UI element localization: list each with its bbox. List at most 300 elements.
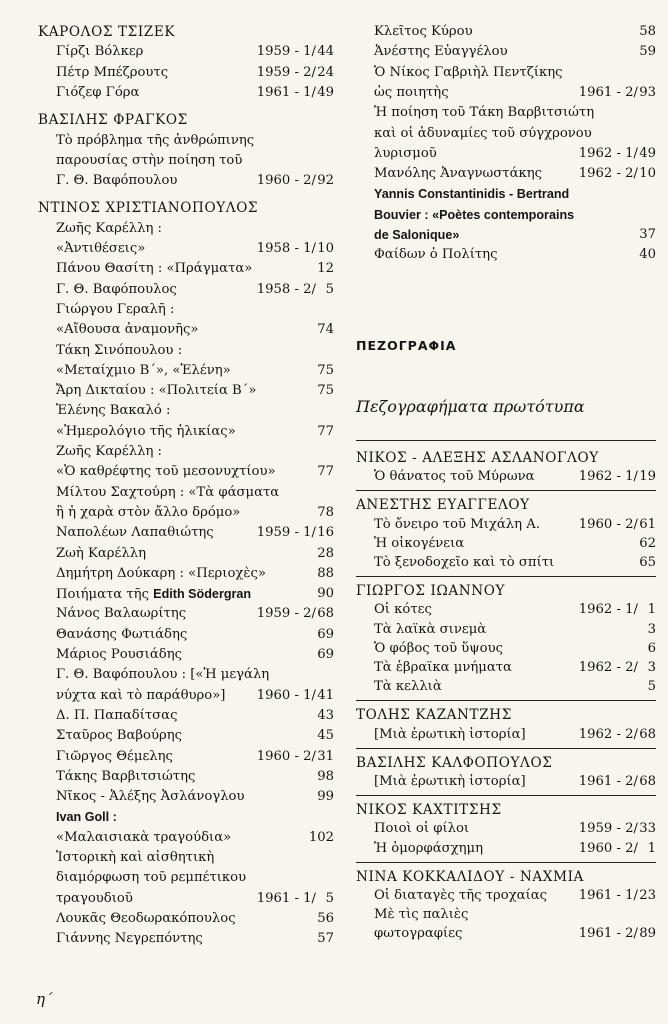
entry-text: Ἀνέστης Εὐαγγέλου xyxy=(374,44,508,60)
index-entry xyxy=(38,259,334,279)
entry-title xyxy=(56,686,225,706)
index-entry xyxy=(38,300,334,320)
entry-title xyxy=(356,448,599,468)
entry-text: νύχτα καὶ τὸ παράθυρο»] xyxy=(56,687,226,703)
index-entry xyxy=(356,905,656,925)
index-entry xyxy=(38,544,334,564)
entry-title xyxy=(56,320,198,340)
entry-title xyxy=(356,867,584,887)
index-entry xyxy=(356,124,656,144)
entry-title xyxy=(56,747,173,767)
entry-title xyxy=(56,625,187,645)
entry-text: Ποιήματα τῆς xyxy=(56,587,149,603)
entry-issue: 1959 - 1/ xyxy=(256,525,316,541)
entry-title xyxy=(374,245,497,265)
entry-title xyxy=(374,42,508,62)
entry-title xyxy=(56,381,256,401)
entry-text: Μάριος Ρουσιάδης xyxy=(56,647,182,662)
entry-title xyxy=(56,462,276,482)
entry-latin-text: de Salonique» xyxy=(374,228,460,242)
entry-title xyxy=(56,42,143,62)
entry-issue: 1962 - 1/ xyxy=(578,602,638,618)
author-heading xyxy=(38,22,334,42)
entry-text: Λουκᾶς Θεοδωρακόπουλος xyxy=(56,910,236,926)
entry-title xyxy=(374,639,503,659)
entry-title xyxy=(374,515,540,535)
entry-text: παρουσίας στὴν ποίηση τοῦ xyxy=(56,152,243,168)
entry-text: καὶ οἱ ἀδυναμίες τοῦ σύγχρονου xyxy=(374,125,592,141)
index-entry xyxy=(356,245,656,265)
entry-text: Γιῶργος Θέμελης xyxy=(56,748,173,764)
index-entry xyxy=(38,645,334,665)
entry-page: 75 xyxy=(317,383,334,399)
entry-issue: 1959 - 2/ xyxy=(578,821,638,837)
entry-text: Μὲ τὶς παλιὲς xyxy=(374,907,469,923)
entry-title xyxy=(374,124,592,144)
entry-page: 24 xyxy=(317,64,334,80)
index-entry xyxy=(38,807,334,827)
entry-title xyxy=(374,658,512,678)
index-entry xyxy=(356,225,656,245)
entry-text: Τὰ κελλιὰ xyxy=(374,679,442,695)
entry-title xyxy=(56,503,240,523)
entry-page: 88 xyxy=(317,565,334,581)
entry-title xyxy=(356,753,552,773)
entry-page: 5 xyxy=(647,679,656,695)
index-entry xyxy=(38,584,334,604)
entry-issue: 1962 - 2/ xyxy=(578,726,638,742)
entry-page: 41 xyxy=(317,687,334,703)
index-entry xyxy=(38,564,334,584)
entry-issue: 1958 - 1/ xyxy=(256,241,316,256)
entry-title xyxy=(56,665,269,685)
entry-issue: 1960 - 1/ xyxy=(256,687,316,703)
entry-page: 33 xyxy=(639,821,656,837)
entry-page: 45 xyxy=(317,728,334,744)
entry-title xyxy=(374,600,432,620)
index-entry xyxy=(356,886,656,906)
index-entry xyxy=(356,819,656,839)
author-divider xyxy=(356,490,656,491)
author-heading xyxy=(38,198,334,218)
entry-title xyxy=(56,604,186,624)
author-heading xyxy=(356,705,656,725)
entry-title xyxy=(56,239,145,259)
index-entry xyxy=(356,677,656,697)
entry-page: 5 xyxy=(325,890,334,906)
entry-issue: 1961 - 2/ xyxy=(578,774,638,789)
author-divider xyxy=(356,576,656,577)
entry-title xyxy=(56,909,236,929)
index-entry xyxy=(356,553,656,573)
entry-text: Οἱ διαταγὲς τῆς τροχαίας xyxy=(374,888,548,903)
index-entry xyxy=(38,767,334,787)
section-heading: ΠΕΖΟΓΡΑΦΙΑ xyxy=(356,338,457,353)
entry-text: ΤΟΛΗΣ ΚΑΖΑΝΤΖΗΣ xyxy=(356,707,512,724)
author-heading xyxy=(356,800,656,820)
entry-text: Νῖκος - Ἀλέξης Ἀσλάνογλου xyxy=(56,789,245,805)
author-heading xyxy=(38,110,334,130)
entry-issue: 1962 - 2/ xyxy=(578,166,638,182)
entry-title xyxy=(56,131,254,151)
entry-title xyxy=(56,361,231,381)
entry-page: 90 xyxy=(317,586,334,602)
entry-page: 28 xyxy=(317,545,334,561)
entry-title xyxy=(374,553,554,573)
entry-page: 68 xyxy=(639,774,656,789)
entry-text: Μανόλης Ἀναγνωστάκης xyxy=(374,166,543,182)
entry-title xyxy=(374,164,542,184)
entry-text: Νάνος Βαλαωρίτης xyxy=(56,606,187,622)
author-divider xyxy=(356,700,656,701)
entry-text: Γ. Θ. Βαφόπουλου xyxy=(56,173,178,189)
entry-page: 49 xyxy=(639,145,656,161)
entry-title xyxy=(56,442,162,462)
index-entry xyxy=(38,83,334,103)
index-entry xyxy=(356,924,656,944)
entry-text: «Ὁ καθρέφτης τοῦ μεσονυχτίου» xyxy=(56,464,276,480)
entry-page: 65 xyxy=(639,555,656,570)
entry-title xyxy=(56,929,203,949)
section-rule xyxy=(356,440,656,441)
entry-text: Δημήτρη Δούκαρη : «Περιοχὲς» xyxy=(56,565,266,581)
entry-title xyxy=(374,725,526,745)
index-entry xyxy=(38,868,334,888)
entry-page: 58 xyxy=(639,24,656,39)
entry-page: 5 xyxy=(325,281,334,297)
entry-page: 68 xyxy=(639,726,656,742)
entry-text: Γ. Θ. Βαφόπουλος xyxy=(56,281,177,297)
entry-page: 77 xyxy=(317,464,334,480)
entry-text: ΝΤΙΝΟΣ ΧΡΙΣΤΙΑΝΟΠΟΥΛΟΣ xyxy=(38,200,259,217)
index-entry xyxy=(38,604,334,624)
entry-page: 69 xyxy=(317,647,334,662)
index-entry xyxy=(38,151,334,171)
entry-title xyxy=(56,523,214,543)
index-entry xyxy=(356,639,656,659)
entry-title xyxy=(56,280,177,300)
index-entry xyxy=(38,929,334,949)
entry-title xyxy=(56,584,251,605)
entry-page: 10 xyxy=(639,166,656,182)
entry-title xyxy=(374,886,547,906)
index-entry xyxy=(356,103,656,123)
entry-page: 40 xyxy=(639,247,656,263)
entry-text: Ποιοὶ οἱ φίλοι xyxy=(374,821,470,837)
author-heading xyxy=(356,495,656,515)
index-entry xyxy=(356,205,656,225)
entry-text: ΝΙΚΟΣ ΚΑΧΤΙΤΣΗΣ xyxy=(356,802,502,819)
entry-title xyxy=(374,103,594,123)
index-entry xyxy=(356,22,656,42)
entry-title xyxy=(374,677,442,697)
entry-text: «Μαλαισιακὰ τραγούδια» xyxy=(56,829,232,845)
entry-text: Τὸ πρόβλημα τῆς ἀνθρώπινης xyxy=(56,132,255,148)
index-entry xyxy=(356,772,656,792)
index-entry xyxy=(38,280,334,300)
entry-text: Ἑλένης Βακαλό : xyxy=(56,403,171,419)
entry-title xyxy=(38,110,188,130)
index-entry xyxy=(38,706,334,726)
entry-page: 1 xyxy=(647,602,656,618)
index-entry xyxy=(38,63,334,83)
index-entry xyxy=(38,401,334,421)
entry-issue: 1961 - 1/ xyxy=(578,888,638,903)
entry-text: Ἡ ποίηση τοῦ Τάκη Βαρβιτσιώτη xyxy=(374,105,595,121)
entry-title xyxy=(38,22,175,42)
entry-issue: 1961 - 2/ xyxy=(578,84,638,100)
entry-page: 57 xyxy=(317,931,334,947)
entry-issue: 1960 - 2/ xyxy=(256,748,316,764)
entry-text: Τάκης Βαρβιτσιώτης xyxy=(56,768,196,784)
entry-text: φωτογραφίες xyxy=(374,926,463,942)
index-entry xyxy=(38,239,334,259)
entry-latin-text: Bouvier : «Poètes contemporains xyxy=(374,207,575,222)
entry-title xyxy=(56,171,177,191)
entry-page: 37 xyxy=(639,227,656,242)
entry-text: Ἡ οἰκογένεια xyxy=(374,535,465,551)
entry-text: λυρισμοῦ xyxy=(374,145,437,161)
index-entry xyxy=(38,625,334,645)
entry-text: «Ἡμερολόγιο τῆς ἡλικίας» xyxy=(56,423,236,439)
index-entry xyxy=(356,83,656,103)
index-entry xyxy=(356,164,656,184)
index-entry xyxy=(38,889,334,909)
entry-latin-text: Ivan Goll : xyxy=(56,810,117,825)
index-entry xyxy=(356,144,656,164)
entry-text: Πέτρ Μπέζρουτς xyxy=(56,64,169,80)
entry-text: Θανάσης Φωτιάδης xyxy=(56,626,188,642)
entry-title xyxy=(56,83,139,103)
entry-text: Οἱ κότες xyxy=(374,602,432,618)
author-heading xyxy=(356,867,656,887)
entry-page: 56 xyxy=(317,910,334,926)
entry-title xyxy=(374,22,473,42)
entry-text: ΝΙΚΟΣ - ΑΛΕΞΗΣ ΑΣΛΑΝΟΓΛΟΥ xyxy=(356,450,599,466)
entry-text: Μίλτου Σαχτούρη : «Τὰ φάσματα xyxy=(56,484,280,500)
entry-page: 10 xyxy=(317,241,334,256)
entry-page: 43 xyxy=(317,707,334,723)
entry-title xyxy=(56,151,242,171)
entry-title xyxy=(56,219,162,239)
entry-latin-text: Yannis Constantinidis - Bertrand xyxy=(374,187,570,202)
author-heading xyxy=(356,448,656,468)
index-entry xyxy=(38,341,334,361)
entry-page: 93 xyxy=(639,84,656,100)
entry-title xyxy=(374,839,483,859)
index-entry xyxy=(356,184,656,204)
index-entry xyxy=(356,658,656,678)
entry-title xyxy=(56,807,117,828)
index-entry xyxy=(38,686,334,706)
index-entry xyxy=(356,467,656,487)
index-entry xyxy=(38,828,334,848)
entry-title xyxy=(38,198,258,218)
entry-text: Ζωὴ Καρέλλη xyxy=(56,545,146,561)
entry-text: [Μιὰ ἐρωτικὴ ἱστορία] xyxy=(374,774,526,789)
entry-title xyxy=(56,889,133,909)
index-entry xyxy=(38,909,334,929)
entry-title xyxy=(374,467,535,487)
entry-title xyxy=(56,63,168,83)
entry-issue: 1960 - 2/ xyxy=(256,173,316,189)
entry-text: ΚΑΡΟΛΟΣ ΤΣΙΖΕΚ xyxy=(38,24,176,40)
entry-title xyxy=(56,422,236,442)
entry-title xyxy=(56,341,182,361)
entry-title xyxy=(356,581,505,601)
entry-issue: 1962 - 1/ xyxy=(578,469,638,485)
author-divider xyxy=(356,862,656,863)
entry-page: 62 xyxy=(639,535,656,551)
entry-page: 92 xyxy=(317,173,334,189)
index-entry xyxy=(356,725,656,745)
index-entry xyxy=(356,63,656,83)
entry-page: 44 xyxy=(317,44,334,60)
index-entry xyxy=(38,483,334,503)
entry-text: «Ἀντιθέσεις» xyxy=(56,241,146,256)
index-entry xyxy=(38,442,334,462)
index-entry xyxy=(38,787,334,807)
entry-title xyxy=(374,819,469,839)
index-entry xyxy=(38,42,334,62)
entry-text: Ζωῆς Καρέλλη : xyxy=(56,220,162,236)
index-entry xyxy=(38,422,334,442)
entry-text: Τάκη Σινόπουλου : xyxy=(56,342,183,358)
entry-title xyxy=(374,144,437,164)
entry-text: Τὰ λαϊκὰ σινεμὰ xyxy=(374,621,487,637)
entry-issue: 1959 - 1/ xyxy=(256,44,316,60)
entry-issue: 1960 - 2/ xyxy=(578,840,638,856)
entry-text: ΝΙΝΑ ΚΟΚΚΑΛΙΔΟΥ - ΝΑΧΜΙΑ xyxy=(356,868,584,885)
entry-text: «Αἴθουσα ἀναμονῆς» xyxy=(56,322,199,338)
entry-text: Πάνου Θασίτη : «Πράγματα» xyxy=(56,261,253,277)
entry-title xyxy=(374,534,464,554)
entry-title xyxy=(56,564,266,584)
author-divider xyxy=(356,748,656,749)
entry-text: [Μιὰ ἐρωτικὴ ἱστορία] xyxy=(374,726,526,742)
entry-text: Ἡ ὁμορφάσχημη xyxy=(374,840,483,856)
entry-text: Φαίδων ὁ Πολίτης xyxy=(374,247,498,263)
entry-text: Τὰ ἑβραϊκα μνήματα xyxy=(374,660,512,675)
entry-page: 89 xyxy=(639,926,656,942)
entry-text: Ὁ θάνατος τοῦ Μύρωνα xyxy=(374,469,535,485)
entry-title xyxy=(374,620,486,640)
entry-page: 102 xyxy=(308,829,334,845)
entry-title xyxy=(56,259,252,279)
entry-text: ΒΑΣΙΛΗΣ ΚΑΛΦΟΠΟΥΛΟΣ xyxy=(356,754,553,771)
entry-page: 3 xyxy=(647,621,656,637)
entry-title xyxy=(56,706,177,726)
index-entry xyxy=(38,726,334,746)
index-entry xyxy=(38,320,334,340)
index-entry xyxy=(356,600,656,620)
author-heading xyxy=(356,581,656,601)
entry-page: 49 xyxy=(317,84,334,100)
entry-page: 78 xyxy=(317,504,334,520)
entry-title xyxy=(56,401,170,421)
entry-text: ΒΑΣΙΛΗΣ ΦΡΑΓΚΟΣ xyxy=(38,112,188,129)
entry-text: Γιώργου Γεραλῆ : xyxy=(56,301,175,317)
entry-page: 98 xyxy=(317,768,334,784)
entry-title xyxy=(56,767,195,787)
entry-title xyxy=(56,300,174,320)
index-entry xyxy=(38,219,334,239)
entry-page: 99 xyxy=(317,789,334,805)
index-entry xyxy=(38,462,334,482)
entry-page: 69 xyxy=(317,626,334,642)
entry-text: Τὸ ξενοδοχεῖο καὶ τὸ σπίτι xyxy=(374,555,555,570)
entry-page: 3 xyxy=(647,660,656,675)
entry-text: Γιόζεφ Γόρα xyxy=(56,84,140,100)
section-subheading: Πεζογραφήματα πρωτότυπα xyxy=(356,397,585,416)
index-entry xyxy=(38,747,334,767)
entry-page: 77 xyxy=(317,423,334,439)
entry-page: 16 xyxy=(317,525,334,541)
entry-title xyxy=(374,772,526,792)
entry-title xyxy=(356,495,530,515)
entry-text: Ναπολέων Λαπαθιώτης xyxy=(56,525,214,541)
entry-page: 23 xyxy=(639,888,656,903)
entry-title xyxy=(56,787,245,807)
index-entry xyxy=(38,848,334,868)
index-entry xyxy=(356,534,656,554)
entry-title xyxy=(56,645,182,665)
entry-latin-text: Edith Södergran xyxy=(153,587,252,602)
index-entry xyxy=(38,131,334,151)
entry-text: τραγουδιοῦ xyxy=(56,890,133,906)
entry-title xyxy=(56,828,231,848)
entry-title xyxy=(56,544,146,564)
entry-text: Τὸ ὄνειρο τοῦ Μιχάλη Α. xyxy=(374,516,540,532)
entry-title xyxy=(56,848,214,868)
entry-text: Γιάννης Νεγρεπόντης xyxy=(56,931,203,947)
entry-text: Δ. Π. Παπαδίτσας xyxy=(56,707,178,723)
entry-title xyxy=(374,225,459,246)
entry-title xyxy=(356,800,502,820)
entry-text: Ὁ φόβος τοῦ ὕψους xyxy=(374,640,503,656)
index-entry xyxy=(356,515,656,535)
entry-text: Ἱστορικὴ καὶ αἰσθητικὴ xyxy=(56,850,215,865)
entry-issue: 1959 - 2/ xyxy=(256,606,316,622)
entry-issue: 1961 - 1/ xyxy=(256,84,316,100)
index-entry xyxy=(38,665,334,685)
page-folio: η΄ xyxy=(36,990,53,1008)
entry-title xyxy=(374,205,574,226)
entry-title xyxy=(56,868,246,888)
entry-text: διαμόρφωση τοῦ ρεμπέτικου xyxy=(56,870,247,886)
entry-title xyxy=(56,483,279,503)
entry-title xyxy=(374,924,462,944)
entry-title xyxy=(374,63,563,83)
entry-page: 1 xyxy=(647,840,656,856)
index-entry xyxy=(356,839,656,859)
entry-text: Σταῦρος Βαβούρης xyxy=(56,728,183,744)
index-entry xyxy=(38,381,334,401)
entry-text: ΑΝΕΣΤΗΣ ΕΥΑΓΓΕΛΟΥ xyxy=(356,497,530,514)
entry-text: ἢ ἡ χαρὰ στὸν ἄλλο δρόμο» xyxy=(56,504,241,520)
index-entry xyxy=(38,361,334,381)
entry-text: Ὁ Νίκος Γαβριὴλ Πεντζίκης xyxy=(374,64,563,80)
index-entry xyxy=(38,171,334,191)
entry-issue: 1960 - 2/ xyxy=(578,516,638,532)
entry-title xyxy=(374,184,569,205)
author-heading xyxy=(356,753,656,773)
entry-title xyxy=(356,705,512,725)
entry-page: 19 xyxy=(639,469,656,485)
entry-page: 75 xyxy=(317,362,334,378)
entry-page: 74 xyxy=(317,322,334,338)
entry-page: 59 xyxy=(639,44,656,60)
